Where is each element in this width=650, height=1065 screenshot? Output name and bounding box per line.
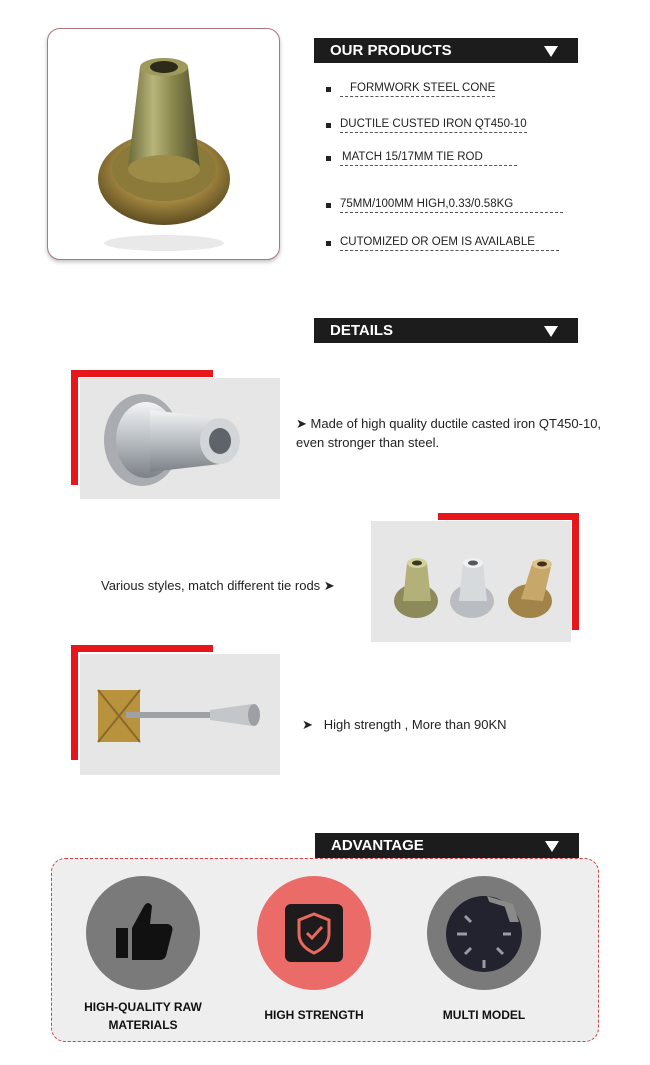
arrow-left-icon: ➤ — [323, 578, 335, 593]
arrow-right-icon: ➤ — [296, 416, 307, 431]
section-title: OUR PRODUCTS — [330, 42, 452, 59]
details-header — [314, 318, 578, 343]
dial-icon — [427, 876, 541, 990]
arrow-right-icon: ➤ — [302, 717, 313, 732]
three-cones-image — [371, 521, 571, 642]
triangle-down-icon — [544, 326, 558, 337]
advantage-label: HIGH-QUALITY RAW MATERIALS — [84, 1000, 202, 1032]
section-title: ADVANTAGE — [331, 837, 424, 854]
detail-photo-3 — [80, 654, 280, 775]
bullet-square-icon — [326, 123, 331, 128]
detail-photo-1 — [80, 378, 280, 499]
red-accent — [71, 370, 213, 377]
advantage-circle — [427, 876, 541, 990]
detail-text-1: ➤ Made of high quality ductile casted iron QT450-10, even stronger than steel. — [296, 416, 602, 450]
advantage-circle — [86, 876, 200, 990]
advantage-label: MULTI MODEL — [442, 1008, 526, 1022]
bullet-square-icon — [326, 241, 331, 246]
detail-text-3: ➤ High strength , More than 90KN — [302, 717, 507, 732]
detail-text-2: Various styles, match different tie rods ➤ — [101, 578, 335, 593]
detail-photo-2 — [371, 521, 571, 642]
steel-cone-image — [48, 29, 280, 260]
bullet-square-icon — [326, 156, 331, 161]
advantage-circle — [257, 876, 371, 990]
advantage-label: HIGH STRENGTH — [264, 1008, 364, 1022]
tie-rod-assembly-image — [80, 654, 280, 775]
bullet-square-icon — [326, 87, 331, 92]
triangle-down-icon — [544, 46, 558, 57]
shield-check-icon — [257, 876, 371, 990]
red-accent — [438, 513, 579, 520]
red-accent — [71, 645, 213, 652]
thumbs-up-icon — [86, 876, 200, 990]
triangle-down-icon — [545, 841, 559, 852]
red-accent — [572, 513, 579, 630]
red-accent — [71, 645, 78, 760]
red-accent — [71, 370, 78, 485]
advantage-header — [315, 833, 579, 858]
our-products-header — [314, 38, 578, 63]
silver-cone-image — [80, 378, 280, 499]
bullet-square-icon — [326, 203, 331, 208]
product-photo — [47, 28, 280, 260]
section-title: DETAILS — [330, 322, 394, 339]
